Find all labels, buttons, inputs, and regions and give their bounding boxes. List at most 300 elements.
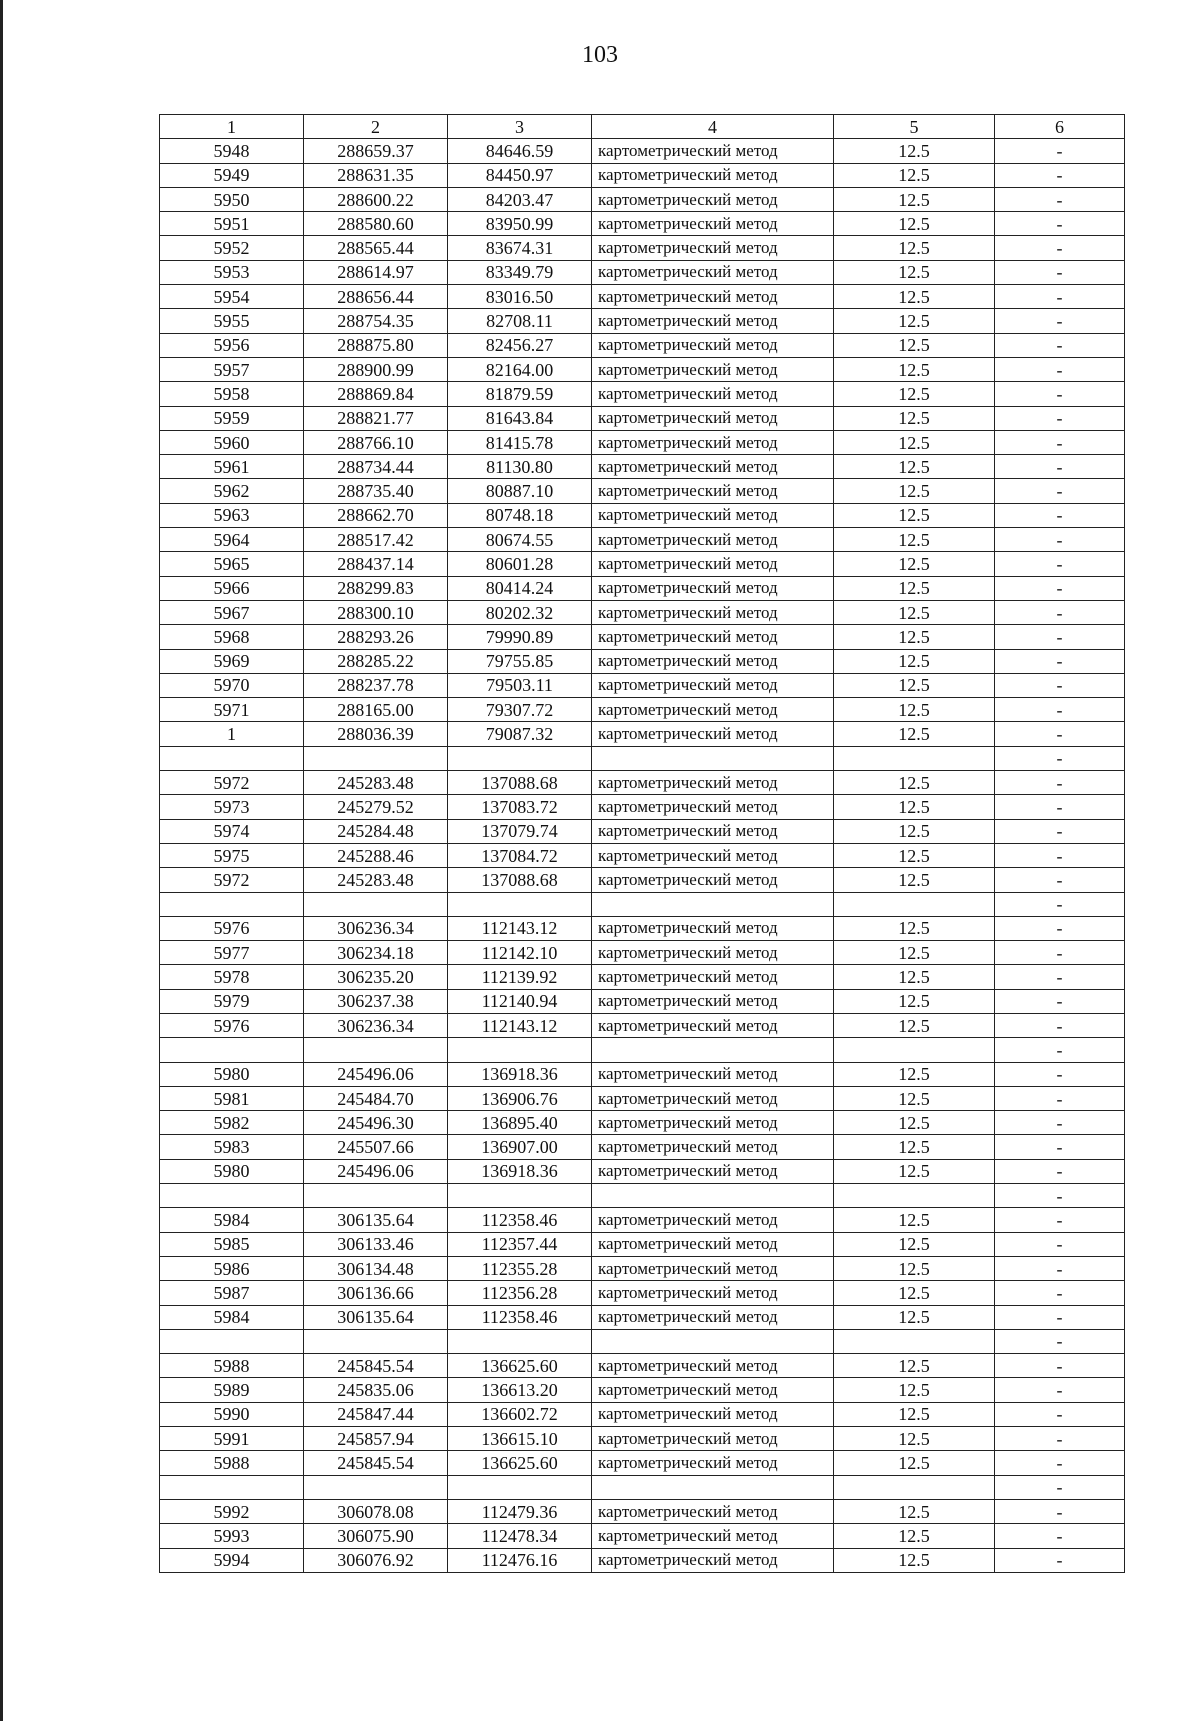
point-number-cell — [160, 1038, 304, 1062]
method-cell: картометрический метод — [592, 819, 834, 843]
method-cell: картометрический метод — [592, 1013, 834, 1037]
x-coordinate-cell: 288580.60 — [304, 212, 448, 236]
x-coordinate-cell: 288662.70 — [304, 503, 448, 527]
accuracy-cell: 12.5 — [834, 503, 995, 527]
y-coordinate-cell: 137088.68 — [448, 771, 592, 795]
table-row — [160, 1499, 1125, 1523]
accuracy-cell: 12.5 — [834, 1086, 995, 1110]
table-row — [160, 430, 1125, 454]
point-number-cell: 5948 — [160, 139, 304, 163]
point-number-cell: 5953 — [160, 260, 304, 284]
y-coordinate-cell: 81879.59 — [448, 382, 592, 406]
table-row — [160, 916, 1125, 940]
note-cell: - — [995, 1062, 1125, 1086]
accuracy-cell: 12.5 — [834, 382, 995, 406]
x-coordinate-cell: 288517.42 — [304, 528, 448, 552]
x-coordinate-cell: 245279.52 — [304, 795, 448, 819]
x-coordinate-cell: 288659.37 — [304, 139, 448, 163]
y-coordinate-cell: 137088.68 — [448, 868, 592, 892]
y-coordinate-cell: 112479.36 — [448, 1499, 592, 1523]
accuracy-cell — [834, 1038, 995, 1062]
method-cell — [592, 1038, 834, 1062]
point-number-cell: 5977 — [160, 941, 304, 965]
y-coordinate-cell: 81643.84 — [448, 406, 592, 430]
method-cell: картометрический метод — [592, 1378, 834, 1402]
note-cell: - — [995, 1281, 1125, 1305]
point-number-cell: 5975 — [160, 843, 304, 867]
note-cell: - — [995, 1475, 1125, 1499]
note-cell: - — [995, 455, 1125, 479]
note-cell: - — [995, 1524, 1125, 1548]
accuracy-cell: 12.5 — [834, 673, 995, 697]
accuracy-cell: 12.5 — [834, 1354, 995, 1378]
note-cell: - — [995, 187, 1125, 211]
point-number-cell: 5988 — [160, 1354, 304, 1378]
x-coordinate-cell: 245857.94 — [304, 1427, 448, 1451]
method-cell — [592, 1184, 834, 1208]
point-number-cell: 5966 — [160, 576, 304, 600]
method-cell: картометрический метод — [592, 1427, 834, 1451]
method-cell: картометрический метод — [592, 285, 834, 309]
point-number-cell: 5985 — [160, 1232, 304, 1256]
y-coordinate-cell — [448, 1038, 592, 1062]
x-coordinate-cell: 288766.10 — [304, 430, 448, 454]
note-cell: - — [995, 698, 1125, 722]
method-cell — [592, 892, 834, 916]
y-coordinate-cell: 137084.72 — [448, 843, 592, 867]
accuracy-cell: 12.5 — [834, 819, 995, 843]
note-cell: - — [995, 868, 1125, 892]
x-coordinate-cell: 306135.64 — [304, 1208, 448, 1232]
table-row — [160, 382, 1125, 406]
y-coordinate-cell: 112358.46 — [448, 1305, 592, 1329]
x-coordinate-cell: 245507.66 — [304, 1135, 448, 1159]
table-row — [160, 795, 1125, 819]
y-coordinate-cell: 83950.99 — [448, 212, 592, 236]
point-number-cell: 5981 — [160, 1086, 304, 1110]
x-coordinate-cell: 245496.30 — [304, 1111, 448, 1135]
header-cell: 5 — [834, 115, 995, 139]
separator-row — [160, 1038, 1125, 1062]
table-row — [160, 479, 1125, 503]
note-cell: - — [995, 406, 1125, 430]
y-coordinate-cell — [448, 1329, 592, 1353]
table-row — [160, 163, 1125, 187]
note-cell: - — [995, 1499, 1125, 1523]
point-number-cell: 5957 — [160, 357, 304, 381]
x-coordinate-cell: 288293.26 — [304, 625, 448, 649]
y-coordinate-cell: 82164.00 — [448, 357, 592, 381]
accuracy-cell — [834, 746, 995, 770]
y-coordinate-cell: 80202.32 — [448, 600, 592, 624]
note-cell: - — [995, 1402, 1125, 1426]
point-number-cell: 5989 — [160, 1378, 304, 1402]
y-coordinate-cell: 112139.92 — [448, 965, 592, 989]
table-row — [160, 843, 1125, 867]
separator-row — [160, 1184, 1125, 1208]
table-row — [160, 260, 1125, 284]
x-coordinate-cell: 288614.97 — [304, 260, 448, 284]
table-row — [160, 1378, 1125, 1402]
method-cell: картометрический метод — [592, 722, 834, 746]
method-cell: картометрический метод — [592, 212, 834, 236]
y-coordinate-cell: 84646.59 — [448, 139, 592, 163]
accuracy-cell: 12.5 — [834, 285, 995, 309]
table-row — [160, 1451, 1125, 1475]
note-cell: - — [995, 576, 1125, 600]
method-cell: картометрический метод — [592, 503, 834, 527]
table-row — [160, 1135, 1125, 1159]
x-coordinate-cell: 245835.06 — [304, 1378, 448, 1402]
point-number-cell: 5976 — [160, 1013, 304, 1037]
point-number-cell — [160, 746, 304, 770]
note-cell: - — [995, 1208, 1125, 1232]
note-cell: - — [995, 1329, 1125, 1353]
note-cell: - — [995, 673, 1125, 697]
note-cell: - — [995, 1184, 1125, 1208]
accuracy-cell — [834, 1475, 995, 1499]
x-coordinate-cell: 245496.06 — [304, 1159, 448, 1183]
note-cell: - — [995, 1451, 1125, 1475]
table-row — [160, 1548, 1125, 1572]
note-cell: - — [995, 212, 1125, 236]
table-header-row — [160, 115, 1125, 139]
method-cell: картометрический метод — [592, 941, 834, 965]
point-number-cell: 5993 — [160, 1524, 304, 1548]
accuracy-cell: 12.5 — [834, 430, 995, 454]
point-number-cell: 5967 — [160, 600, 304, 624]
note-cell: - — [995, 1086, 1125, 1110]
table-row — [160, 357, 1125, 381]
y-coordinate-cell: 112358.46 — [448, 1208, 592, 1232]
table-row — [160, 552, 1125, 576]
accuracy-cell — [834, 892, 995, 916]
point-number-cell: 5971 — [160, 698, 304, 722]
point-number-cell: 5955 — [160, 309, 304, 333]
point-number-cell: 5965 — [160, 552, 304, 576]
note-cell: - — [995, 285, 1125, 309]
y-coordinate-cell: 79990.89 — [448, 625, 592, 649]
method-cell: картометрический метод — [592, 163, 834, 187]
accuracy-cell: 12.5 — [834, 1208, 995, 1232]
table-row — [160, 868, 1125, 892]
table-body — [160, 139, 1125, 1573]
x-coordinate-cell: 306076.92 — [304, 1548, 448, 1572]
accuracy-cell: 12.5 — [834, 260, 995, 284]
accuracy-cell: 12.5 — [834, 455, 995, 479]
y-coordinate-cell: 80748.18 — [448, 503, 592, 527]
y-coordinate-cell: 83349.79 — [448, 260, 592, 284]
y-coordinate-cell: 112143.12 — [448, 1013, 592, 1037]
accuracy-cell: 12.5 — [834, 1062, 995, 1086]
point-number-cell: 5984 — [160, 1208, 304, 1232]
y-coordinate-cell: 136907.00 — [448, 1135, 592, 1159]
table-row — [160, 503, 1125, 527]
y-coordinate-cell: 112357.44 — [448, 1232, 592, 1256]
method-cell: картометрический метод — [592, 868, 834, 892]
x-coordinate-cell: 245845.54 — [304, 1354, 448, 1378]
page-number: 103 — [582, 42, 618, 68]
method-cell: картометрический метод — [592, 406, 834, 430]
y-coordinate-cell: 136895.40 — [448, 1111, 592, 1135]
separator-row — [160, 1475, 1125, 1499]
note-cell: - — [995, 941, 1125, 965]
note-cell: - — [995, 1013, 1125, 1037]
note-cell: - — [995, 722, 1125, 746]
table-row — [160, 236, 1125, 260]
note-cell: - — [995, 552, 1125, 576]
x-coordinate-cell: 245845.54 — [304, 1451, 448, 1475]
x-coordinate-cell: 245847.44 — [304, 1402, 448, 1426]
table-row — [160, 1086, 1125, 1110]
note-cell: - — [995, 795, 1125, 819]
point-number-cell: 5983 — [160, 1135, 304, 1159]
table-row — [160, 722, 1125, 746]
table-row — [160, 1208, 1125, 1232]
x-coordinate-cell — [304, 892, 448, 916]
note-cell: - — [995, 1427, 1125, 1451]
x-coordinate-cell: 245283.48 — [304, 771, 448, 795]
note-cell: - — [995, 600, 1125, 624]
point-number-cell — [160, 1475, 304, 1499]
method-cell: картометрический метод — [592, 673, 834, 697]
table-row — [160, 1427, 1125, 1451]
table-row — [160, 600, 1125, 624]
table-row — [160, 965, 1125, 989]
accuracy-cell: 12.5 — [834, 187, 995, 211]
table-row — [160, 771, 1125, 795]
accuracy-cell: 12.5 — [834, 771, 995, 795]
note-cell: - — [995, 163, 1125, 187]
y-coordinate-cell: 136918.36 — [448, 1062, 592, 1086]
table-row — [160, 1062, 1125, 1086]
x-coordinate-cell: 288821.77 — [304, 406, 448, 430]
table-row — [160, 1524, 1125, 1548]
accuracy-cell: 12.5 — [834, 1256, 995, 1280]
x-coordinate-cell: 245284.48 — [304, 819, 448, 843]
accuracy-cell: 12.5 — [834, 698, 995, 722]
y-coordinate-cell: 136625.60 — [448, 1451, 592, 1475]
table-row — [160, 528, 1125, 552]
point-number-cell: 5991 — [160, 1427, 304, 1451]
method-cell: картометрический метод — [592, 528, 834, 552]
x-coordinate-cell: 306133.46 — [304, 1232, 448, 1256]
header-cell: 6 — [995, 115, 1125, 139]
y-coordinate-cell: 80414.24 — [448, 576, 592, 600]
point-number-cell: 5952 — [160, 236, 304, 260]
method-cell: картометрический метод — [592, 1524, 834, 1548]
table-row — [160, 1256, 1125, 1280]
y-coordinate-cell — [448, 1475, 592, 1499]
point-number-cell: 5951 — [160, 212, 304, 236]
y-coordinate-cell: 136625.60 — [448, 1354, 592, 1378]
point-number-cell — [160, 892, 304, 916]
x-coordinate-cell: 288869.84 — [304, 382, 448, 406]
method-cell: картометрический метод — [592, 1548, 834, 1572]
accuracy-cell: 12.5 — [834, 1378, 995, 1402]
method-cell: картометрический метод — [592, 1354, 834, 1378]
method-cell: картометрический метод — [592, 1208, 834, 1232]
y-coordinate-cell: 136615.10 — [448, 1427, 592, 1451]
method-cell: картометрический метод — [592, 1256, 834, 1280]
accuracy-cell: 12.5 — [834, 1159, 995, 1183]
note-cell: - — [995, 479, 1125, 503]
method-cell: картометрический метод — [592, 1135, 834, 1159]
note-cell: - — [995, 1548, 1125, 1572]
table-row — [160, 1111, 1125, 1135]
y-coordinate-cell: 136918.36 — [448, 1159, 592, 1183]
note-cell: - — [995, 746, 1125, 770]
table-row — [160, 1402, 1125, 1426]
point-number-cell: 5972 — [160, 868, 304, 892]
accuracy-cell: 12.5 — [834, 576, 995, 600]
y-coordinate-cell: 136906.76 — [448, 1086, 592, 1110]
x-coordinate-cell: 306078.08 — [304, 1499, 448, 1523]
x-coordinate-cell: 288437.14 — [304, 552, 448, 576]
accuracy-cell: 12.5 — [834, 212, 995, 236]
x-coordinate-cell: 306234.18 — [304, 941, 448, 965]
y-coordinate-cell: 112476.16 — [448, 1548, 592, 1572]
point-number-cell: 5978 — [160, 965, 304, 989]
point-number-cell: 5974 — [160, 819, 304, 843]
x-coordinate-cell: 245283.48 — [304, 868, 448, 892]
method-cell: картометрический метод — [592, 382, 834, 406]
coordinates-table — [159, 114, 1125, 1573]
point-number-cell: 5956 — [160, 333, 304, 357]
separator-row — [160, 746, 1125, 770]
separator-row — [160, 1329, 1125, 1353]
x-coordinate-cell: 288600.22 — [304, 187, 448, 211]
accuracy-cell: 12.5 — [834, 479, 995, 503]
table-row — [160, 309, 1125, 333]
method-cell: картометрический метод — [592, 357, 834, 381]
method-cell: картометрический метод — [592, 600, 834, 624]
table-row — [160, 139, 1125, 163]
accuracy-cell: 12.5 — [834, 1499, 995, 1523]
x-coordinate-cell — [304, 1475, 448, 1499]
y-coordinate-cell: 79307.72 — [448, 698, 592, 722]
accuracy-cell: 12.5 — [834, 1013, 995, 1037]
note-cell: - — [995, 528, 1125, 552]
note-cell: - — [995, 1256, 1125, 1280]
accuracy-cell: 12.5 — [834, 1111, 995, 1135]
point-number-cell: 1 — [160, 722, 304, 746]
y-coordinate-cell: 112356.28 — [448, 1281, 592, 1305]
accuracy-cell: 12.5 — [834, 552, 995, 576]
table-row — [160, 187, 1125, 211]
accuracy-cell: 12.5 — [834, 1135, 995, 1159]
header-cell: 4 — [592, 115, 834, 139]
method-cell: картометрический метод — [592, 455, 834, 479]
x-coordinate-cell: 306075.90 — [304, 1524, 448, 1548]
x-coordinate-cell: 306237.38 — [304, 989, 448, 1013]
method-cell: картометрический метод — [592, 843, 834, 867]
method-cell: картометрический метод — [592, 430, 834, 454]
note-cell: - — [995, 357, 1125, 381]
table-row — [160, 1232, 1125, 1256]
point-number-cell: 5960 — [160, 430, 304, 454]
point-number-cell: 5961 — [160, 455, 304, 479]
table-row — [160, 1281, 1125, 1305]
point-number-cell: 5949 — [160, 163, 304, 187]
point-number-cell: 5950 — [160, 187, 304, 211]
point-number-cell: 5994 — [160, 1548, 304, 1572]
method-cell: картометрический метод — [592, 965, 834, 989]
y-coordinate-cell: 84203.47 — [448, 187, 592, 211]
method-cell: картометрический метод — [592, 236, 834, 260]
accuracy-cell: 12.5 — [834, 989, 995, 1013]
method-cell: картометрический метод — [592, 771, 834, 795]
method-cell: картометрический метод — [592, 649, 834, 673]
y-coordinate-cell: 82708.11 — [448, 309, 592, 333]
method-cell: картометрический метод — [592, 552, 834, 576]
accuracy-cell: 12.5 — [834, 309, 995, 333]
point-number-cell: 5973 — [160, 795, 304, 819]
y-coordinate-cell — [448, 1184, 592, 1208]
x-coordinate-cell: 288900.99 — [304, 357, 448, 381]
method-cell: картометрический метод — [592, 1232, 834, 1256]
note-cell: - — [995, 382, 1125, 406]
x-coordinate-cell: 306236.34 — [304, 1013, 448, 1037]
method-cell: картометрический метод — [592, 1159, 834, 1183]
point-number-cell: 5979 — [160, 989, 304, 1013]
table-row — [160, 333, 1125, 357]
note-cell: - — [995, 430, 1125, 454]
accuracy-cell: 12.5 — [834, 843, 995, 867]
x-coordinate-cell: 288656.44 — [304, 285, 448, 309]
table-row — [160, 1159, 1125, 1183]
y-coordinate-cell: 79755.85 — [448, 649, 592, 673]
table-row — [160, 698, 1125, 722]
point-number-cell: 5958 — [160, 382, 304, 406]
point-number-cell — [160, 1329, 304, 1353]
x-coordinate-cell: 288875.80 — [304, 333, 448, 357]
method-cell: картометрический метод — [592, 333, 834, 357]
y-coordinate-cell: 83674.31 — [448, 236, 592, 260]
accuracy-cell: 12.5 — [834, 357, 995, 381]
x-coordinate-cell: 288237.78 — [304, 673, 448, 697]
note-cell: - — [995, 1305, 1125, 1329]
note-cell: - — [995, 139, 1125, 163]
y-coordinate-cell: 137079.74 — [448, 819, 592, 843]
point-number-cell: 5990 — [160, 1402, 304, 1426]
accuracy-cell: 12.5 — [834, 600, 995, 624]
point-number-cell: 5970 — [160, 673, 304, 697]
table-row — [160, 941, 1125, 965]
table-row — [160, 406, 1125, 430]
note-cell: - — [995, 1159, 1125, 1183]
method-cell — [592, 746, 834, 770]
note-cell: - — [995, 260, 1125, 284]
note-cell: - — [995, 1135, 1125, 1159]
point-number-cell: 5968 — [160, 625, 304, 649]
table-row — [160, 1305, 1125, 1329]
x-coordinate-cell: 288285.22 — [304, 649, 448, 673]
point-number-cell: 5964 — [160, 528, 304, 552]
note-cell: - — [995, 1111, 1125, 1135]
point-number-cell: 5992 — [160, 1499, 304, 1523]
point-number-cell: 5954 — [160, 285, 304, 309]
method-cell: картометрический метод — [592, 1281, 834, 1305]
table-row — [160, 285, 1125, 309]
x-coordinate-cell: 288165.00 — [304, 698, 448, 722]
accuracy-cell: 12.5 — [834, 1427, 995, 1451]
y-coordinate-cell: 136602.72 — [448, 1402, 592, 1426]
x-coordinate-cell — [304, 1184, 448, 1208]
y-coordinate-cell: 112143.12 — [448, 916, 592, 940]
header-cell: 3 — [448, 115, 592, 139]
y-coordinate-cell: 80887.10 — [448, 479, 592, 503]
